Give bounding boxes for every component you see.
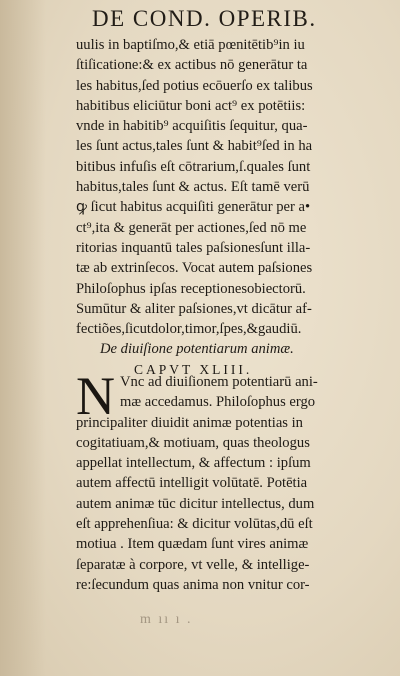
text-line: autem affectū intelligit volūtatē. Potētia [76, 475, 308, 492]
chapter-label: CAPVT XLIII. [134, 361, 253, 377]
text-line: fectiões,ſicutdolor,timor,ſpes,&gaudiū. [76, 321, 302, 338]
text-line: habitus,tales ſunt & actus. Eſt tamē verū [76, 179, 310, 196]
text-line: ꝙ ſicut habitus acquiſiti generātur per a• [76, 199, 311, 216]
text-line: eſt apprehenſiua: & dicitur volūtas,dū eſt [76, 516, 313, 533]
section-heading: De diuiſione potentiarum animæ. [100, 341, 294, 358]
text-line: tæ ab extrinſecos. Vocat autem paſsiones [76, 260, 313, 277]
text-line: ritorias inquantū tales paſsionesſunt illa- [76, 239, 311, 256]
text-line: bitibus infuſis eſt cōtrarium,ſ.quales ſunt [76, 158, 311, 175]
text-line: cogitatiuam,& motiuam, quas theologus [76, 434, 310, 451]
paragraph [76, 35, 388, 380]
text-line: ſeparatæ à corpore, vt velle, & intellige- [76, 556, 310, 573]
text-line: habitibus eliciūtur boni act⁹ ex potētiis: [76, 97, 306, 114]
gutter-shadow [0, 0, 46, 676]
text-line: Philoſophus ipſas receptionesobiectorū. [76, 280, 306, 297]
signature-mark: m ıı ı . [140, 612, 193, 627]
running-head: DE COND. OPERIB. [92, 6, 317, 31]
drop-cap: N [76, 366, 115, 426]
text-line: les ſunt actus,tales ſunt & habit⁹ſed in ha [76, 138, 313, 155]
text-line: ct⁹,ita & generāt per actiones,ſed nō me [76, 219, 307, 236]
text-line: principaliter diuidit animæ potentias in [76, 414, 303, 431]
text-line: autem animæ tūc dicitur intellectus, dum [76, 495, 315, 512]
text-line: Sumūtur & aliter paſsiones,vt dicātur af- [76, 300, 312, 317]
text-line: Vnc ad diuiſionem potentiarū ani- [120, 374, 318, 390]
text-line: motiua . Item quædam ſunt vires animæ [76, 536, 309, 553]
text-line: vnde in habitib⁹ acquiſitis ſequitur, qua- [76, 118, 308, 135]
text-line: ſtiſicatione:& ex actibus nō generātur ta [76, 57, 308, 74]
text-line: les habitus,ſed potius ecōuerſo ex talibus [76, 77, 313, 94]
text-line: re:ſecundum quas anima non vnitur cor- [76, 576, 310, 593]
text-line: appellat intellectum, & affectum : ipſum [76, 455, 311, 472]
text-line: uulis in baptiſmo,& etiā pœnitētib⁹in iu [76, 37, 305, 53]
text-line: mæ accedamus. Philoſophus ergo [120, 394, 316, 411]
